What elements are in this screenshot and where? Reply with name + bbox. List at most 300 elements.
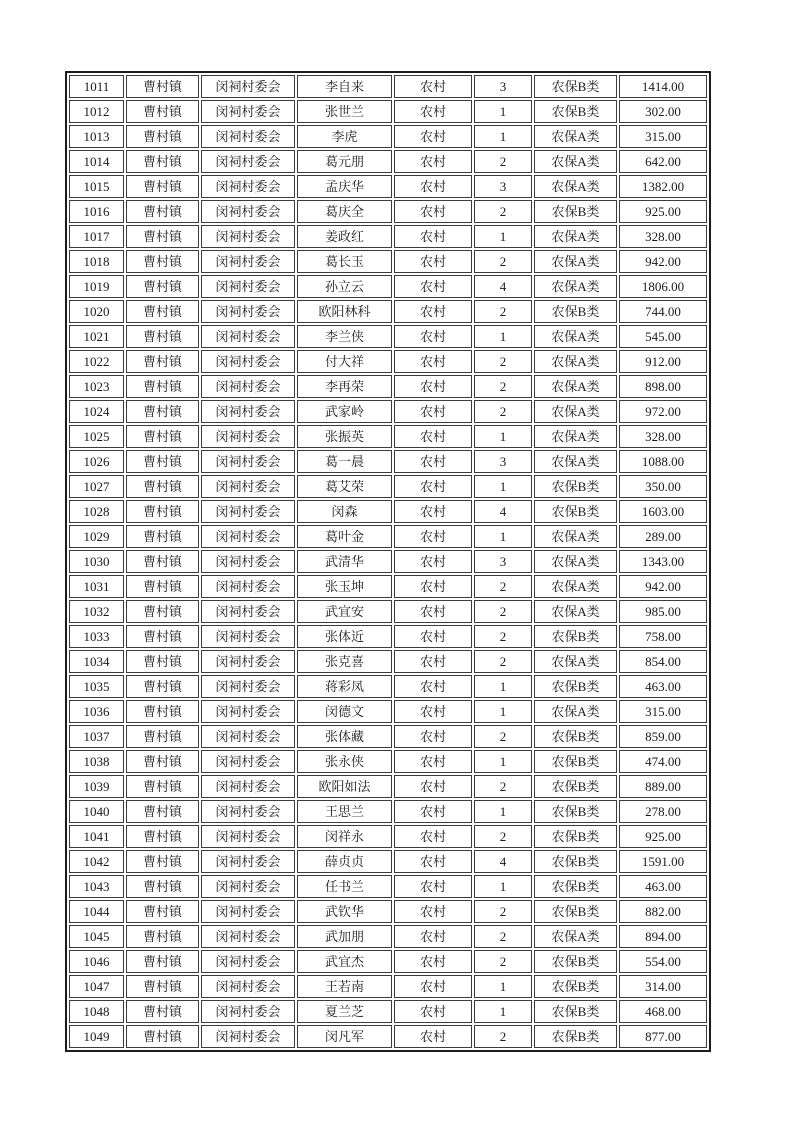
insurance-class-cell: 农保A类 xyxy=(534,175,617,198)
person-count-cell: 2 xyxy=(474,300,532,323)
serial-cell: 1013 xyxy=(69,125,124,148)
serial-cell: 1020 xyxy=(69,300,124,323)
residence-type-cell: 农村 xyxy=(394,625,472,648)
insurance-class-cell: 农保B类 xyxy=(534,675,617,698)
name-cell: 张克喜 xyxy=(297,650,392,673)
amount-cell: 463.00 xyxy=(619,875,707,898)
person-count-cell: 1 xyxy=(474,975,532,998)
table-row xyxy=(69,650,707,673)
insurance-class-cell: 农保B类 xyxy=(534,500,617,523)
town-cell: 曹村镇 xyxy=(126,250,199,273)
residence-type-cell: 农村 xyxy=(394,575,472,598)
person-count-cell: 2 xyxy=(474,650,532,673)
table-row xyxy=(69,850,707,873)
insurance-class-cell: 农保B类 xyxy=(534,825,617,848)
village-committee-cell: 闵祠村委会 xyxy=(201,475,295,498)
town-cell: 曹村镇 xyxy=(126,775,199,798)
town-cell: 曹村镇 xyxy=(126,575,199,598)
table-row xyxy=(69,125,707,148)
insurance-class-cell: 农保A类 xyxy=(534,600,617,623)
village-committee-cell: 闵祠村委会 xyxy=(201,800,295,823)
person-count-cell: 2 xyxy=(474,775,532,798)
insurance-class-cell: 农保A类 xyxy=(534,575,617,598)
village-committee-cell: 闵祠村委会 xyxy=(201,575,295,598)
town-cell: 曹村镇 xyxy=(126,600,199,623)
insurance-class-cell: 农保B类 xyxy=(534,75,617,98)
amount-cell: 328.00 xyxy=(619,425,707,448)
village-committee-cell: 闵祠村委会 xyxy=(201,775,295,798)
amount-cell: 315.00 xyxy=(619,125,707,148)
town-cell: 曹村镇 xyxy=(126,950,199,973)
table-row xyxy=(69,1000,707,1023)
residence-type-cell: 农村 xyxy=(394,650,472,673)
amount-cell: 1088.00 xyxy=(619,450,707,473)
residence-type-cell: 农村 xyxy=(394,725,472,748)
serial-cell: 1044 xyxy=(69,900,124,923)
table-row xyxy=(69,800,707,823)
residence-type-cell: 农村 xyxy=(394,975,472,998)
residence-type-cell: 农村 xyxy=(394,375,472,398)
town-cell: 曹村镇 xyxy=(126,400,199,423)
serial-cell: 1026 xyxy=(69,450,124,473)
town-cell: 曹村镇 xyxy=(126,275,199,298)
serial-cell: 1041 xyxy=(69,825,124,848)
person-count-cell: 2 xyxy=(474,1025,532,1048)
residence-type-cell: 农村 xyxy=(394,125,472,148)
serial-cell: 1018 xyxy=(69,250,124,273)
table-row xyxy=(69,575,707,598)
village-committee-cell: 闵祠村委会 xyxy=(201,550,295,573)
residence-type-cell: 农村 xyxy=(394,75,472,98)
serial-cell: 1032 xyxy=(69,600,124,623)
person-count-cell: 1 xyxy=(474,1000,532,1023)
village-committee-cell: 闵祠村委会 xyxy=(201,100,295,123)
town-cell: 曹村镇 xyxy=(126,175,199,198)
name-cell: 葛庆全 xyxy=(297,200,392,223)
insurance-class-cell: 农保B类 xyxy=(534,775,617,798)
name-cell: 张体近 xyxy=(297,625,392,648)
table-row xyxy=(69,225,707,248)
town-cell: 曹村镇 xyxy=(126,650,199,673)
table-row xyxy=(69,100,707,123)
serial-cell: 1022 xyxy=(69,350,124,373)
amount-cell: 972.00 xyxy=(619,400,707,423)
name-cell: 张永侠 xyxy=(297,750,392,773)
serial-cell: 1045 xyxy=(69,925,124,948)
insurance-class-cell: 农保B类 xyxy=(534,875,617,898)
residence-type-cell: 农村 xyxy=(394,600,472,623)
residence-type-cell: 农村 xyxy=(394,450,472,473)
amount-cell: 1382.00 xyxy=(619,175,707,198)
village-committee-cell: 闵祠村委会 xyxy=(201,825,295,848)
town-cell: 曹村镇 xyxy=(126,225,199,248)
serial-cell: 1011 xyxy=(69,75,124,98)
residence-type-cell: 农村 xyxy=(394,675,472,698)
village-committee-cell: 闵祠村委会 xyxy=(201,275,295,298)
serial-cell: 1017 xyxy=(69,225,124,248)
table-row xyxy=(69,375,707,398)
table-row xyxy=(69,325,707,348)
village-committee-cell: 闵祠村委会 xyxy=(201,1000,295,1023)
insurance-class-cell: 农保B类 xyxy=(534,950,617,973)
insurance-class-cell: 农保A类 xyxy=(534,400,617,423)
town-cell: 曹村镇 xyxy=(126,925,199,948)
person-count-cell: 1 xyxy=(474,225,532,248)
village-committee-cell: 闵祠村委会 xyxy=(201,175,295,198)
name-cell: 薛贞贞 xyxy=(297,850,392,873)
table-row xyxy=(69,75,707,98)
name-cell: 张玉坤 xyxy=(297,575,392,598)
serial-cell: 1047 xyxy=(69,975,124,998)
residence-type-cell: 农村 xyxy=(394,300,472,323)
serial-cell: 1042 xyxy=(69,850,124,873)
name-cell: 李再荣 xyxy=(297,375,392,398)
person-count-cell: 2 xyxy=(474,350,532,373)
table-row xyxy=(69,550,707,573)
table-row xyxy=(69,600,707,623)
village-committee-cell: 闵祠村委会 xyxy=(201,725,295,748)
amount-cell: 1591.00 xyxy=(619,850,707,873)
serial-cell: 1033 xyxy=(69,625,124,648)
town-cell: 曹村镇 xyxy=(126,900,199,923)
amount-cell: 1343.00 xyxy=(619,550,707,573)
village-committee-cell: 闵祠村委会 xyxy=(201,850,295,873)
amount-cell: 278.00 xyxy=(619,800,707,823)
name-cell: 任书兰 xyxy=(297,875,392,898)
name-cell: 夏兰芝 xyxy=(297,1000,392,1023)
table-row xyxy=(69,300,707,323)
village-committee-cell: 闵祠村委会 xyxy=(201,375,295,398)
person-count-cell: 1 xyxy=(474,675,532,698)
insurance-class-cell: 农保A类 xyxy=(534,425,617,448)
town-cell: 曹村镇 xyxy=(126,550,199,573)
village-committee-cell: 闵祠村委会 xyxy=(201,875,295,898)
serial-cell: 1014 xyxy=(69,150,124,173)
table-row xyxy=(69,775,707,798)
table-row xyxy=(69,700,707,723)
town-cell: 曹村镇 xyxy=(126,675,199,698)
village-committee-cell: 闵祠村委会 xyxy=(201,425,295,448)
name-cell: 闵祥永 xyxy=(297,825,392,848)
serial-cell: 1019 xyxy=(69,275,124,298)
town-cell: 曹村镇 xyxy=(126,625,199,648)
table-row xyxy=(69,625,707,648)
table-row xyxy=(69,825,707,848)
town-cell: 曹村镇 xyxy=(126,450,199,473)
person-count-cell: 2 xyxy=(474,900,532,923)
name-cell: 王思兰 xyxy=(297,800,392,823)
person-count-cell: 1 xyxy=(474,875,532,898)
name-cell: 张振英 xyxy=(297,425,392,448)
serial-cell: 1037 xyxy=(69,725,124,748)
table-row xyxy=(69,250,707,273)
table-row xyxy=(69,750,707,773)
person-count-cell: 2 xyxy=(474,600,532,623)
residence-type-cell: 农村 xyxy=(394,775,472,798)
residence-type-cell: 农村 xyxy=(394,1000,472,1023)
amount-cell: 1603.00 xyxy=(619,500,707,523)
table-row xyxy=(69,175,707,198)
village-committee-cell: 闵祠村委会 xyxy=(201,950,295,973)
insurance-class-cell: 农保B类 xyxy=(534,475,617,498)
name-cell: 蒋彩凤 xyxy=(297,675,392,698)
amount-cell: 1414.00 xyxy=(619,75,707,98)
amount-cell: 328.00 xyxy=(619,225,707,248)
residence-type-cell: 农村 xyxy=(394,250,472,273)
name-cell: 王若南 xyxy=(297,975,392,998)
residence-type-cell: 农村 xyxy=(394,950,472,973)
name-cell: 葛叶金 xyxy=(297,525,392,548)
serial-cell: 1035 xyxy=(69,675,124,698)
village-committee-cell: 闵祠村委会 xyxy=(201,150,295,173)
table-row xyxy=(69,875,707,898)
town-cell: 曹村镇 xyxy=(126,350,199,373)
residence-type-cell: 农村 xyxy=(394,750,472,773)
person-count-cell: 2 xyxy=(474,250,532,273)
village-committee-cell: 闵祠村委会 xyxy=(201,75,295,98)
insurance-class-cell: 农保A类 xyxy=(534,325,617,348)
name-cell: 张世兰 xyxy=(297,100,392,123)
insurance-class-cell: 农保B类 xyxy=(534,900,617,923)
serial-cell: 1048 xyxy=(69,1000,124,1023)
amount-cell: 877.00 xyxy=(619,1025,707,1048)
name-cell: 李虎 xyxy=(297,125,392,148)
residence-type-cell: 农村 xyxy=(394,475,472,498)
village-committee-cell: 闵祠村委会 xyxy=(201,400,295,423)
amount-cell: 985.00 xyxy=(619,600,707,623)
person-count-cell: 3 xyxy=(474,550,532,573)
insurance-class-cell: 农保B类 xyxy=(534,1025,617,1048)
amount-cell: 854.00 xyxy=(619,650,707,673)
village-committee-cell: 闵祠村委会 xyxy=(201,600,295,623)
insurance-class-cell: 农保A类 xyxy=(534,150,617,173)
name-cell: 武钦华 xyxy=(297,900,392,923)
residence-type-cell: 农村 xyxy=(394,900,472,923)
village-committee-cell: 闵祠村委会 xyxy=(201,925,295,948)
residence-type-cell: 农村 xyxy=(394,200,472,223)
amount-cell: 468.00 xyxy=(619,1000,707,1023)
name-cell: 武加朋 xyxy=(297,925,392,948)
table-row xyxy=(69,450,707,473)
name-cell: 姜政红 xyxy=(297,225,392,248)
town-cell: 曹村镇 xyxy=(126,375,199,398)
insurance-class-cell: 农保B类 xyxy=(534,200,617,223)
name-cell: 付大祥 xyxy=(297,350,392,373)
insurance-class-cell: 农保B类 xyxy=(534,625,617,648)
amount-cell: 889.00 xyxy=(619,775,707,798)
serial-cell: 1029 xyxy=(69,525,124,548)
person-count-cell: 2 xyxy=(474,625,532,648)
insurance-class-cell: 农保A类 xyxy=(534,225,617,248)
amount-cell: 744.00 xyxy=(619,300,707,323)
town-cell: 曹村镇 xyxy=(126,825,199,848)
person-count-cell: 2 xyxy=(474,950,532,973)
table-row xyxy=(69,950,707,973)
person-count-cell: 2 xyxy=(474,150,532,173)
village-committee-cell: 闵祠村委会 xyxy=(201,975,295,998)
serial-cell: 1024 xyxy=(69,400,124,423)
amount-cell: 642.00 xyxy=(619,150,707,173)
table-row xyxy=(69,350,707,373)
town-cell: 曹村镇 xyxy=(126,200,199,223)
village-committee-cell: 闵祠村委会 xyxy=(201,750,295,773)
serial-cell: 1015 xyxy=(69,175,124,198)
residence-type-cell: 农村 xyxy=(394,225,472,248)
town-cell: 曹村镇 xyxy=(126,875,199,898)
name-cell: 葛元朋 xyxy=(297,150,392,173)
residence-type-cell: 农村 xyxy=(394,850,472,873)
residence-type-cell: 农村 xyxy=(394,925,472,948)
town-cell: 曹村镇 xyxy=(126,700,199,723)
village-committee-cell: 闵祠村委会 xyxy=(201,125,295,148)
insurance-class-cell: 农保B类 xyxy=(534,975,617,998)
amount-cell: 925.00 xyxy=(619,200,707,223)
residence-type-cell: 农村 xyxy=(394,825,472,848)
person-count-cell: 3 xyxy=(474,175,532,198)
serial-cell: 1021 xyxy=(69,325,124,348)
insurance-class-cell: 农保A类 xyxy=(534,125,617,148)
person-count-cell: 2 xyxy=(474,400,532,423)
table-row xyxy=(69,400,707,423)
name-cell: 武宜安 xyxy=(297,600,392,623)
village-committee-cell: 闵祠村委会 xyxy=(201,675,295,698)
village-committee-cell: 闵祠村委会 xyxy=(201,325,295,348)
person-count-cell: 4 xyxy=(474,500,532,523)
residence-type-cell: 农村 xyxy=(394,800,472,823)
amount-cell: 859.00 xyxy=(619,725,707,748)
town-cell: 曹村镇 xyxy=(126,125,199,148)
table-row xyxy=(69,150,707,173)
town-cell: 曹村镇 xyxy=(126,800,199,823)
insurance-class-cell: 农保A类 xyxy=(534,350,617,373)
town-cell: 曹村镇 xyxy=(126,475,199,498)
town-cell: 曹村镇 xyxy=(126,750,199,773)
name-cell: 武宜杰 xyxy=(297,950,392,973)
residence-type-cell: 农村 xyxy=(394,525,472,548)
table-row xyxy=(69,725,707,748)
residence-type-cell: 农村 xyxy=(394,500,472,523)
amount-cell: 882.00 xyxy=(619,900,707,923)
insurance-class-cell: 农保A类 xyxy=(534,925,617,948)
person-count-cell: 1 xyxy=(474,525,532,548)
insurance-class-cell: 农保A类 xyxy=(534,450,617,473)
name-cell: 葛一晨 xyxy=(297,450,392,473)
amount-cell: 1806.00 xyxy=(619,275,707,298)
name-cell: 葛艾荣 xyxy=(297,475,392,498)
amount-cell: 474.00 xyxy=(619,750,707,773)
amount-cell: 942.00 xyxy=(619,250,707,273)
person-count-cell: 2 xyxy=(474,575,532,598)
insurance-class-cell: 农保B类 xyxy=(534,100,617,123)
village-committee-cell: 闵祠村委会 xyxy=(201,625,295,648)
town-cell: 曹村镇 xyxy=(126,525,199,548)
name-cell: 闵凡军 xyxy=(297,1025,392,1048)
person-count-cell: 4 xyxy=(474,850,532,873)
insurance-class-cell: 农保A类 xyxy=(534,275,617,298)
person-count-cell: 1 xyxy=(474,125,532,148)
name-cell: 欧阳如法 xyxy=(297,775,392,798)
serial-cell: 1046 xyxy=(69,950,124,973)
town-cell: 曹村镇 xyxy=(126,100,199,123)
welfare-roster-table xyxy=(65,71,711,1052)
residence-type-cell: 农村 xyxy=(394,175,472,198)
name-cell: 武家岭 xyxy=(297,400,392,423)
person-count-cell: 1 xyxy=(474,800,532,823)
name-cell: 李自来 xyxy=(297,75,392,98)
amount-cell: 350.00 xyxy=(619,475,707,498)
residence-type-cell: 农村 xyxy=(394,150,472,173)
insurance-class-cell: 农保B类 xyxy=(534,300,617,323)
table-row xyxy=(69,1025,707,1048)
town-cell: 曹村镇 xyxy=(126,150,199,173)
village-committee-cell: 闵祠村委会 xyxy=(201,350,295,373)
village-committee-cell: 闵祠村委会 xyxy=(201,300,295,323)
village-committee-cell: 闵祠村委会 xyxy=(201,500,295,523)
serial-cell: 1027 xyxy=(69,475,124,498)
insurance-class-cell: 农保A类 xyxy=(534,375,617,398)
residence-type-cell: 农村 xyxy=(394,425,472,448)
person-count-cell: 3 xyxy=(474,450,532,473)
person-count-cell: 3 xyxy=(474,75,532,98)
table-row xyxy=(69,500,707,523)
amount-cell: 463.00 xyxy=(619,675,707,698)
insurance-class-cell: 农保B类 xyxy=(534,1000,617,1023)
person-count-cell: 1 xyxy=(474,475,532,498)
serial-cell: 1030 xyxy=(69,550,124,573)
insurance-class-cell: 农保B类 xyxy=(534,850,617,873)
town-cell: 曹村镇 xyxy=(126,75,199,98)
table-row xyxy=(69,275,707,298)
table-row xyxy=(69,475,707,498)
serial-cell: 1034 xyxy=(69,650,124,673)
insurance-class-cell: 农保B类 xyxy=(534,800,617,823)
town-cell: 曹村镇 xyxy=(126,725,199,748)
insurance-class-cell: 农保A类 xyxy=(534,650,617,673)
serial-cell: 1038 xyxy=(69,750,124,773)
table-row xyxy=(69,975,707,998)
residence-type-cell: 农村 xyxy=(394,350,472,373)
amount-cell: 894.00 xyxy=(619,925,707,948)
name-cell: 李兰侠 xyxy=(297,325,392,348)
serial-cell: 1040 xyxy=(69,800,124,823)
insurance-class-cell: 农保B类 xyxy=(534,750,617,773)
insurance-class-cell: 农保B类 xyxy=(534,725,617,748)
serial-cell: 1036 xyxy=(69,700,124,723)
person-count-cell: 1 xyxy=(474,700,532,723)
table-row xyxy=(69,900,707,923)
table-row xyxy=(69,200,707,223)
village-committee-cell: 闵祠村委会 xyxy=(201,525,295,548)
serial-cell: 1025 xyxy=(69,425,124,448)
residence-type-cell: 农村 xyxy=(394,550,472,573)
serial-cell: 1016 xyxy=(69,200,124,223)
residence-type-cell: 农村 xyxy=(394,325,472,348)
table-row xyxy=(69,925,707,948)
residence-type-cell: 农村 xyxy=(394,700,472,723)
person-count-cell: 1 xyxy=(474,325,532,348)
village-committee-cell: 闵祠村委会 xyxy=(201,700,295,723)
name-cell: 孙立云 xyxy=(297,275,392,298)
person-count-cell: 1 xyxy=(474,425,532,448)
village-committee-cell: 闵祠村委会 xyxy=(201,650,295,673)
village-committee-cell: 闵祠村委会 xyxy=(201,250,295,273)
name-cell: 葛长玉 xyxy=(297,250,392,273)
person-count-cell: 2 xyxy=(474,825,532,848)
amount-cell: 898.00 xyxy=(619,375,707,398)
name-cell: 闵德文 xyxy=(297,700,392,723)
amount-cell: 925.00 xyxy=(619,825,707,848)
person-count-cell: 2 xyxy=(474,725,532,748)
